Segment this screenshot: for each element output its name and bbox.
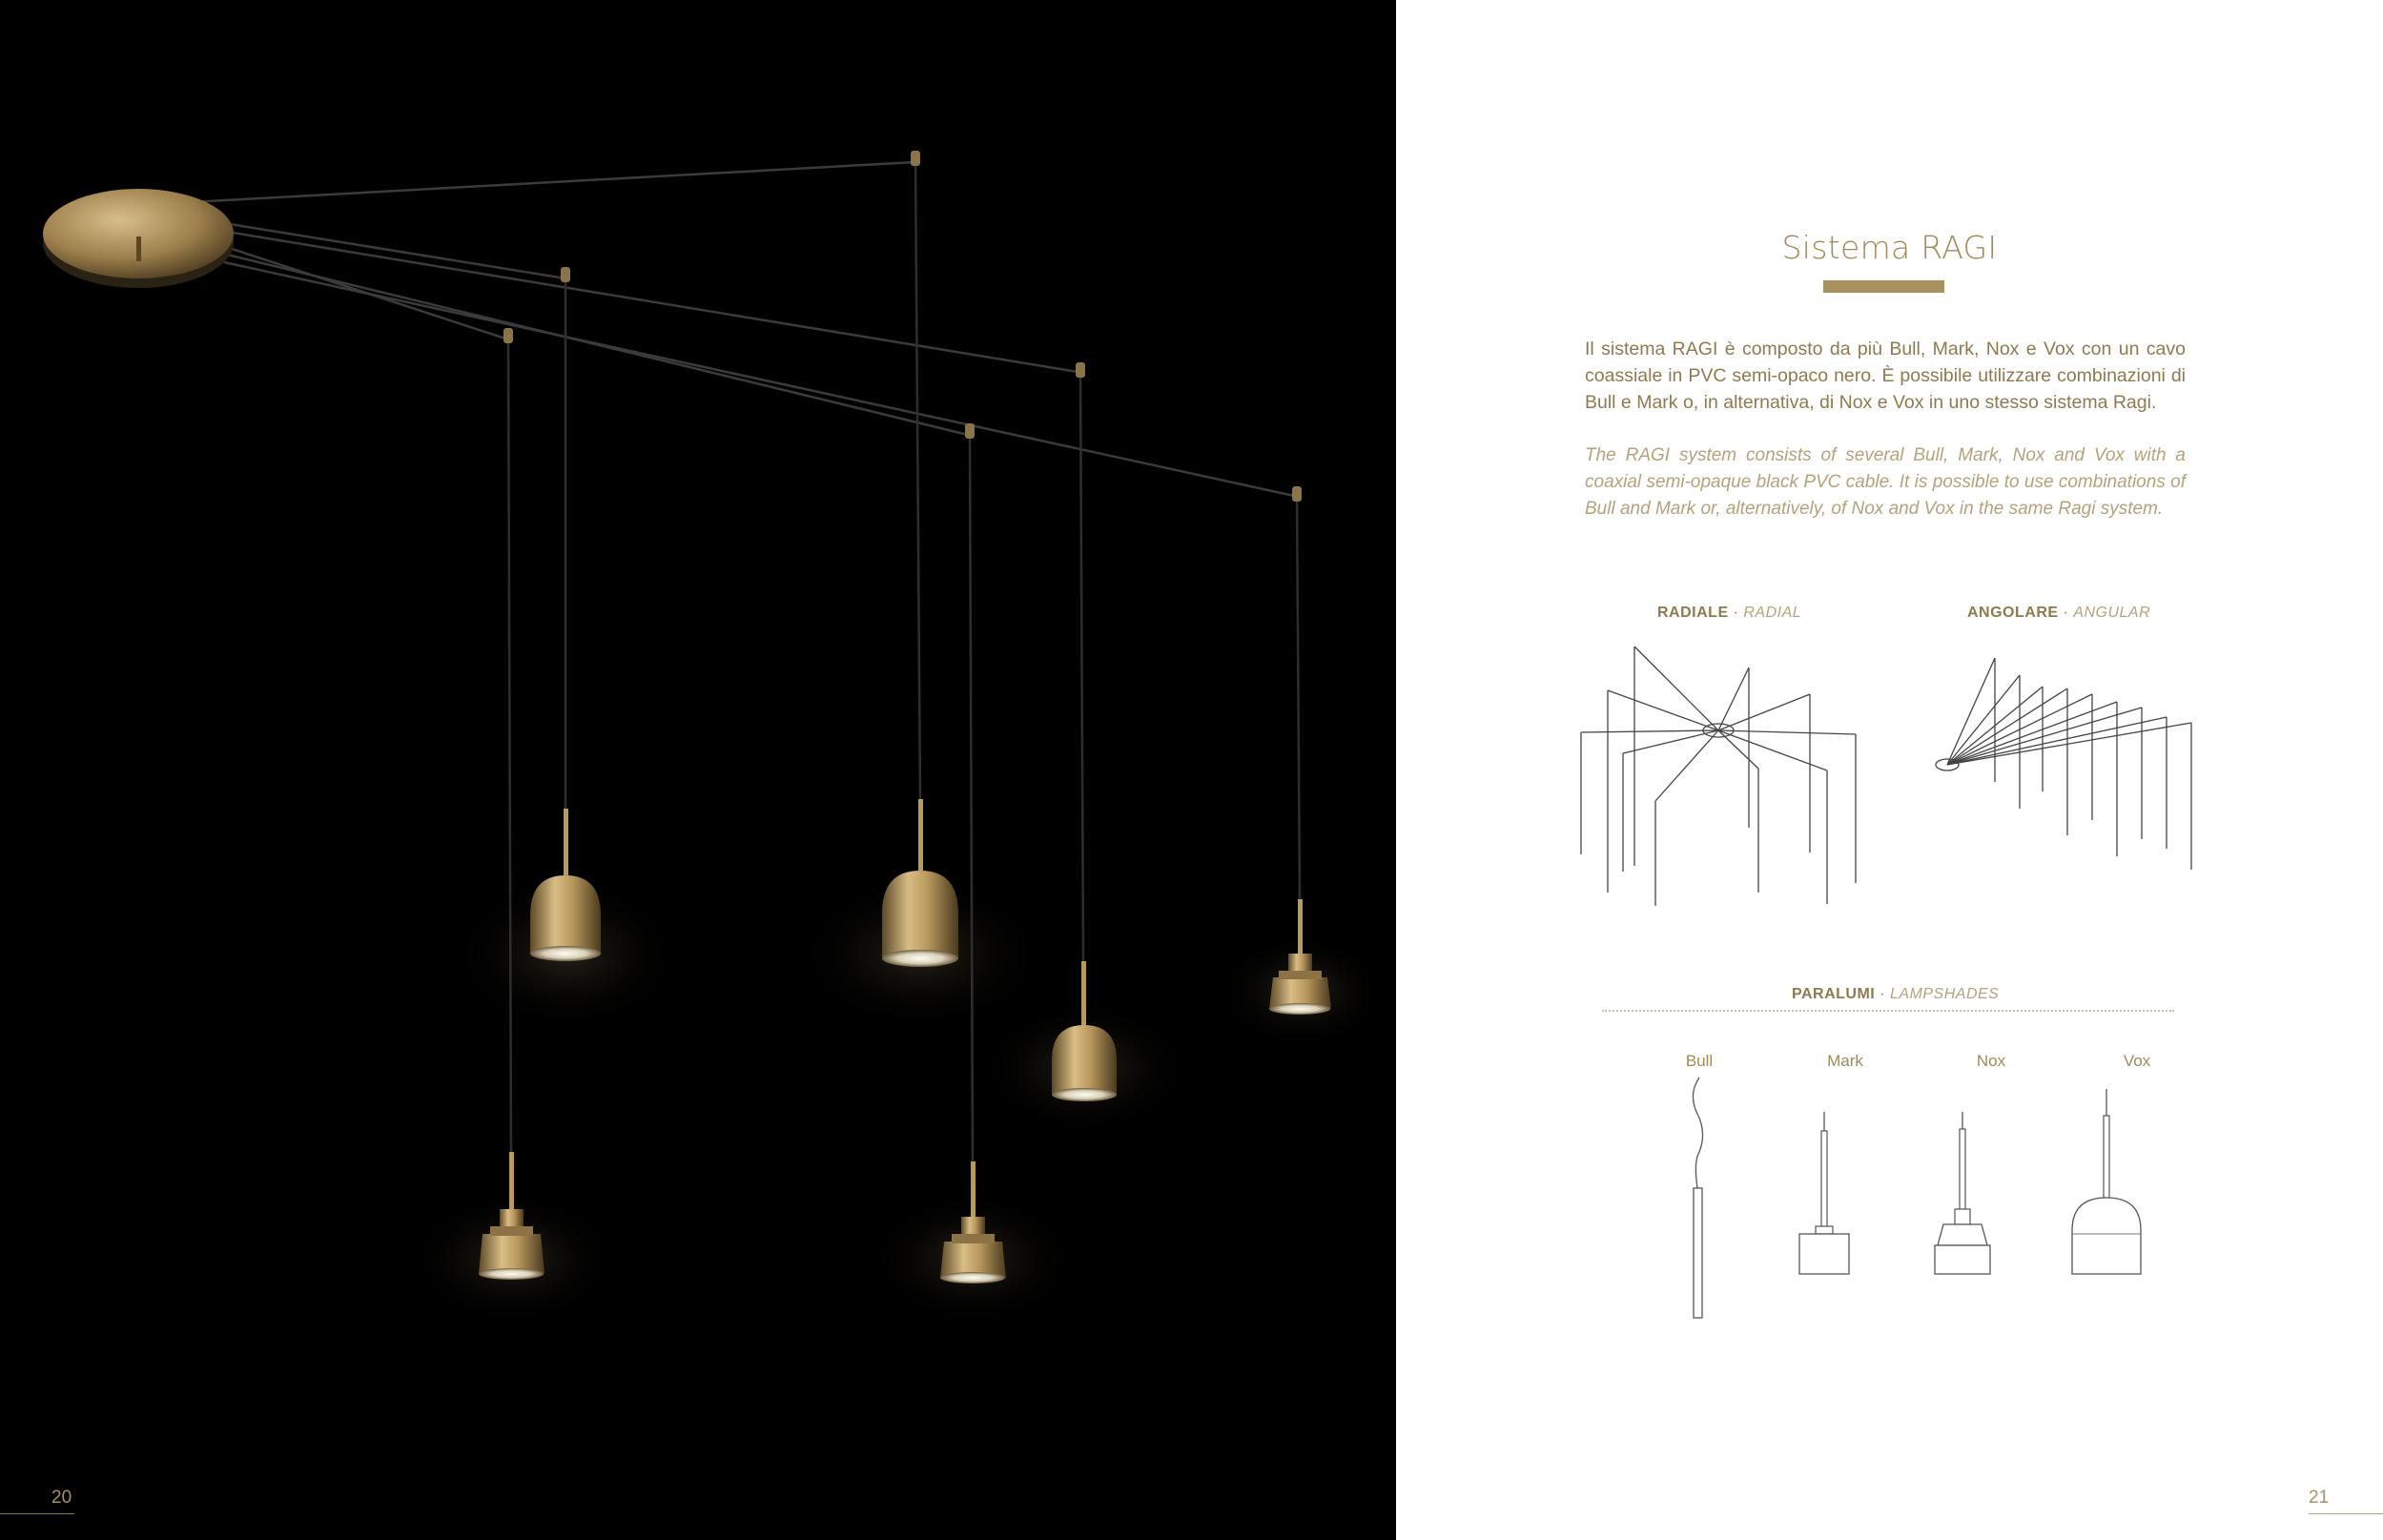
lampshades-label [1792, 986, 1999, 1003]
radial-label-it: RADIALE [1657, 605, 1729, 621]
radial-diagram [1573, 637, 1879, 914]
title-underline [1823, 280, 1944, 293]
text-page [1396, 0, 2383, 1540]
lampshades-divider [1602, 1010, 2174, 1012]
nox-shade-drawing [1915, 1110, 2010, 1278]
shade-label-mark: Mark [1827, 1052, 1863, 1070]
page-number-left: 20 [51, 1488, 72, 1508]
mark-shade-drawing [1777, 1110, 1873, 1278]
description-italian: Il sistema RAGI è composto da più Bull, Mark, Nox e Vox con un cavo coassiale in PVC semi-opaco nero. È possibile utilizzare combinazioni di Bull e Mark o, in alternativa, di Nox e Vox in uno stesso sistema Ragi. [1585, 339, 2186, 413]
pendant-vox-2 [882, 799, 958, 967]
angular-label-it: ANGOLARE [1967, 605, 2059, 621]
shade-label-vox: Vox [2123, 1052, 2151, 1070]
lampshades-label-it: PARALUMI [1792, 986, 1876, 1002]
page-number-rule-left [0, 1513, 74, 1514]
bull-shade-drawing [1678, 1076, 1720, 1324]
description-english: The RAGI system consists of several Bull, Mark, Nox and Vox with a coaxial semi-opaque black PVC cable. It is possible to use combinations of Bull and Mark or, alternatively, of Nox and Vox in the same Ragi system. [1585, 445, 2186, 519]
angular-diagram [1934, 648, 2210, 887]
canopy [43, 189, 234, 288]
page-title: Sistema RAGI [1781, 229, 1998, 266]
angular-label [1967, 605, 2150, 622]
radial-separator: · [1733, 605, 1744, 621]
radial-label [1657, 605, 1801, 622]
shade-label-bull: Bull [1685, 1052, 1714, 1070]
page-number-right: 21 [2309, 1488, 2330, 1508]
angular-separator: · [2063, 605, 2074, 621]
vox-shade-drawing [2059, 1087, 2154, 1278]
radial-label-en: RADIAL [1743, 605, 1802, 621]
lampshades-separator: · [1880, 986, 1890, 1002]
shade-label-nox: Nox [1976, 1052, 2006, 1070]
page-number-rule-right [2309, 1513, 2383, 1514]
angular-label-en: ANGULAR [2073, 605, 2151, 621]
lampshades-label-en: LAMPSHADES [1889, 986, 2000, 1002]
pendant-vox-1 [530, 809, 601, 961]
